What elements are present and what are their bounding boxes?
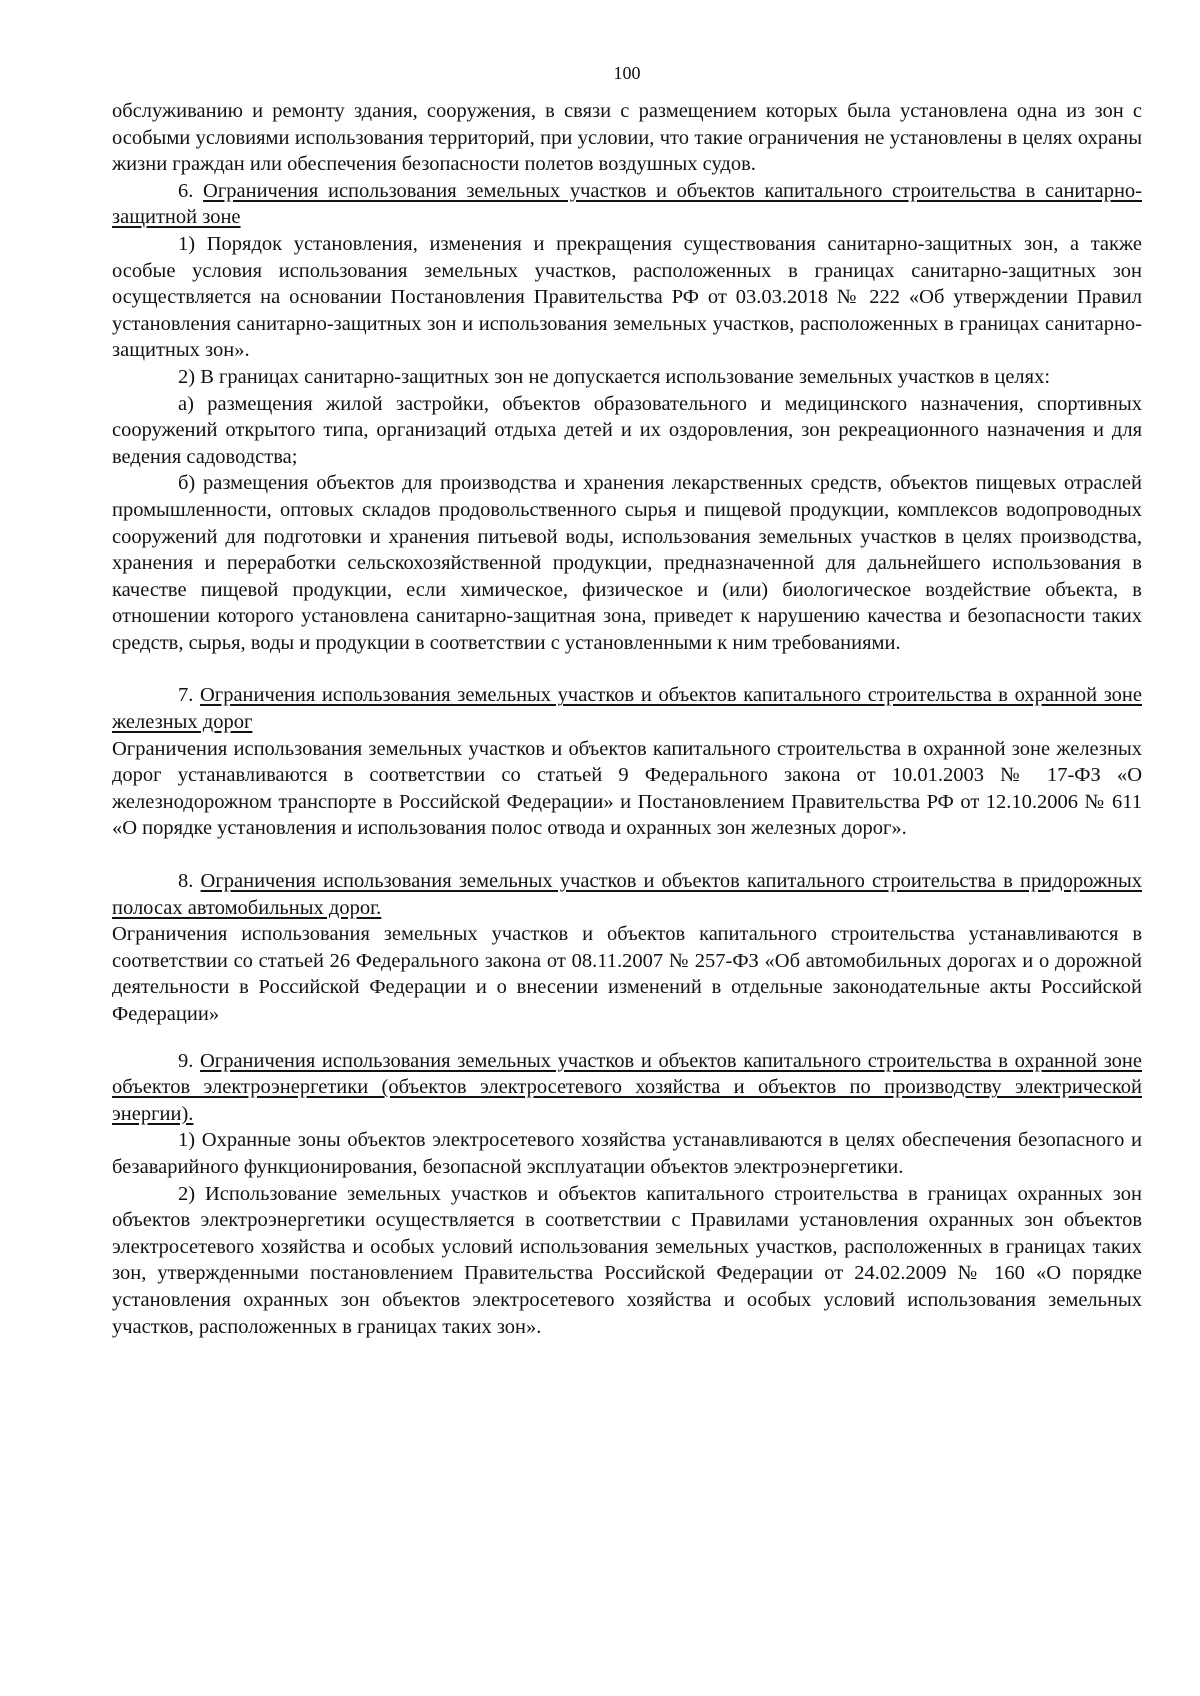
section-heading-text: Ограничения использования земельных участков и объектов капитального строительства в охранной зоне объектов электроэнергетики (объектов электросетевого хозяйства и объектов по производству электрической энергии). bbox=[112, 1049, 1143, 1125]
page-number: 100 bbox=[613, 63, 641, 83]
paragraph-9-2: 2) Использование земельных участков и объектов капитального строительства в границах охранных зон объектов электроэнергетики осуществляется в соответствии с Правилами установления охранных зон объектов электросетевого хозяйства и особых условий использования земельных участков, расположенных в границах таких зон, утвержденными постановлением Правительства Российской Федерации от 24.02.2009 № 160 «О порядке установления охранных зон объектов электросетевого хозяйства и особых условий использования земельных участков, расположенных в границах таких зон». bbox=[112, 1182, 1142, 1338]
section-heading-9 bbox=[112, 1048, 1142, 1128]
spacer bbox=[112, 1028, 1142, 1048]
section-number: 6. bbox=[178, 179, 194, 202]
paragraph-8: Ограничения использования земельных участков и объектов капитального строительства устанавливаются в соответствии со статьей 26 Федерального закона от 08.11.2007 № 257-ФЗ «Об автомобильных дорогах и о дорожной деятельности в Российской Федерации и о внесении изменений в отдельные законодательные акты Российской Федерации» bbox=[112, 923, 1142, 1025]
spacer bbox=[112, 656, 1142, 682]
section-heading-text: Ограничения использования земельных участков и объектов капитального строительства в охранной зоне железных дорог bbox=[112, 684, 1143, 734]
section-heading-6 bbox=[112, 178, 1142, 231]
section-heading-text: Ограничения использования земельных участков и объектов капитального строительства в придорожных полосах автомобильных дорог. bbox=[112, 870, 1142, 919]
spacer bbox=[112, 842, 1142, 868]
paragraph-9-1: 1) Охранные зоны объектов электросетевого хозяйства устанавливаются в целях обеспечения безопасного и безаварийного функционирования, безопасной эксплуатации объектов электроэнергетики. bbox=[112, 1129, 1142, 1178]
paragraph-6-2: 2) В границах санитарно-защитных зон не допускается использование земельных участков в целях: bbox=[178, 365, 1051, 388]
section-heading-8 bbox=[112, 868, 1142, 921]
paragraph-continuation: обслуживанию и ремонту здания, сооружения, в связи с размещением которых была установлена одна из зон с особыми условиями использования территорий, при условии, что такие ограничения не установлены в целях охраны жизни граждан или обеспечения безопасности полетов воздушных судов. bbox=[112, 100, 1142, 176]
section-number: 8. bbox=[178, 870, 194, 893]
paragraph-6-2-b: б) размещения объектов для производства и хранения лекарственных средств, объектов пищевых отраслей промышленности, оптовых складов продовольственного сырья и пищевой продукции, комплексов водопроводных сооружений для подготовки и хранения питьевой воды, использования земельных участков в целях производства, хранения и переработки сельскохозяйственной продукции, предназначенной для дальнейшего использования в качестве пищевой продукции, если химическое, физическое и (или) биологическое воздействие объекта, в отношении которого установлена санитарно-защитная зона, приведет к нарушению качества и безопасности таких средств, сырья, воды и продукции в соответствии с установленными к ним требованиями. bbox=[112, 472, 1142, 654]
section-number: 9. bbox=[178, 1049, 194, 1072]
paragraph-6-1: 1) Порядок установления, изменения и прекращения существования санитарно-защитных зон, а также особые условия использования земельных участков, расположенных в границах санитарно-защитных зон осуществляется на основании Постановления Правительства РФ от 03.03.2018 № 222 «Об утверждении Правил установления санитарно-защитных зон и использования земельных участков, расположенных в границах санитарно-защитных зон». bbox=[112, 232, 1142, 362]
paragraph-7: Ограничения использования земельных участков и объектов капитального строительства в охранной зоне железных дорог устанавливаются в соответствии со статьей 9 Федерального закона от 10.01.2003 № 17-ФЗ «О железнодорожном транспорте в Российской Федерации» и Постановлением Правительства РФ от 12.10.2006 № 611 «О порядке установления и использования полос отвода и охранных зон железных дорог». bbox=[112, 737, 1142, 840]
section-heading-7 bbox=[112, 682, 1142, 735]
section-number: 7. bbox=[178, 684, 194, 707]
section-heading-text: Ограничения использования земельных участков и объектов капитального строительства в санитарно-защитной зоне bbox=[112, 179, 1142, 229]
paragraph-6-2-a: а) размещения жилой застройки, объектов образовательного и медицинского назначения, спортивных сооружений открытого типа, организаций отдыха детей и их оздоровления, зон рекреационного назначения и для ведения садоводства; bbox=[112, 392, 1142, 468]
